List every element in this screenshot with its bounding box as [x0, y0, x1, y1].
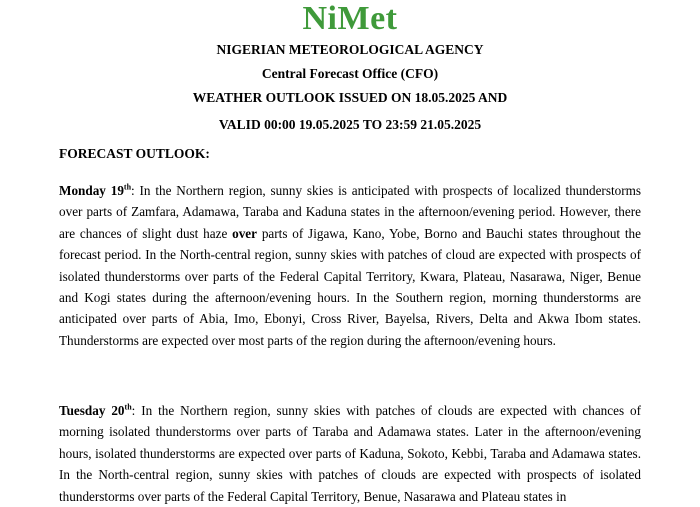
agency-name: NIGERIAN METEOROLOGICAL AGENCY — [216, 42, 484, 57]
forecast-text-monday-b: parts of Jigawa, Kano, Yobe, Borno and Bauchi states throughout the forecast period. In the North-central region, sunny skies with patches of cloud are expected with prospects of isolated thunderstorms over parts of the Federal Capital Territory, Kwara, Plateau, Nasarawa, Niger, Benue and Kogi states during the afternoon/evening hours. In the Southern region, morning thunderstorms are anticipated over parts of Abia, Imo, Ebonyi, Cross River, Bayelsa, Rivers, Delta and Akwa Ibom states. Thunderstorms are expected over most parts of the region during the afternoon/evening hours. — [59, 225, 641, 348]
forecast-text-tuesday: : In the Northern region, sunny skies with patches of clouds are expected with chances of morning isolated thunderstorms over parts of Taraba and Adamawa states. Later in the afternoon/evening hours, isolated thunderstorms are expected over parts of Kaduna, Sokoto, Kebbi, Taraba and Adamawa states. In the North-central region, sunny skies with patches of clouds are expected with prospects of isolated thunderstorms over parts of the Federal Capital Territory, Benue, Nasarawa and Plateau states in — [59, 403, 641, 504]
office-name: Central Forecast Office (CFO) — [261, 66, 439, 81]
forecast-monday — [59, 180, 641, 351]
forecast-text-monday-a: : In the Northern region, sunny skies is anticipated with prospects of localized thunderstorms over parts of Zamfara, Adamawa, Taraba and Kaduna states in the afternoon/evening period. However, there are chances of slight dust haze — [59, 183, 641, 241]
forecast-outlook-title: FORECAST OUTLOOK: — [59, 146, 210, 161]
issued-date: WEATHER OUTLOOK ISSUED ON 18.05.2025 AND — [192, 90, 508, 105]
forecast-tuesday — [59, 400, 641, 507]
valid-period: VALID 00:00 19.05.2025 TO 23:59 21.05.2025 — [218, 117, 482, 132]
day-label-monday: Monday 19th — [59, 182, 132, 198]
forecast-emphasis: over — [232, 225, 258, 241]
nimet-logo: NiMet — [302, 0, 398, 37]
day-label-tuesday: Tuesday 20th — [59, 402, 132, 418]
